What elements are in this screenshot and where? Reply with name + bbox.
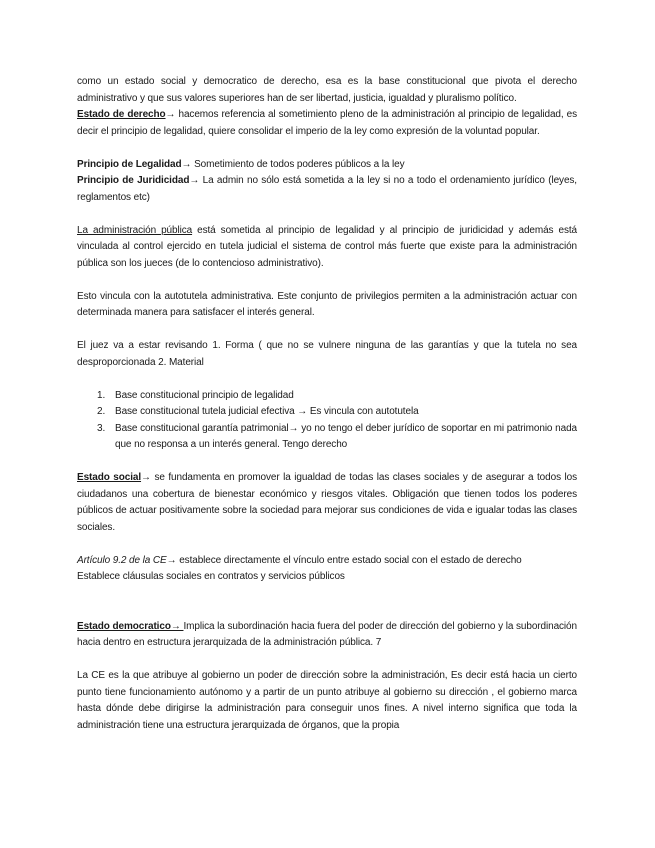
numbered-list — [77, 388, 577, 454]
principio-juridicidad-text: → La admin no sólo está sometida a la ley si no a todo el ordenamiento jurídico (leyes, reglamentos etc) — [77, 175, 577, 203]
ce-gobierno-paragraph: La CE es la que atribuye al gobierno un poder de dirección sobre la administración, Es decir está hacia un cierto punto tiene funcionamiento autónomo y a partir de un punto atribuye al gobierno su dirección , el gobierno marca hasta dónde debe dirigirse la administración para conseguir unos fines. A nivel interno significa que toda la administración tiene una estructura jerarquizada de órganos, que la propia — [77, 670, 577, 731]
estado-democratico-term: Estado democratico→ — [77, 620, 184, 632]
estado-derecho-text: → hacemos referencia al sometimiento pleno de la administración al principio de legalidad, es decir el principio de legalidad, quiere consolidar el imperio de la ley como expresión de la voluntad popular. — [77, 109, 577, 137]
list-item-text: Base constitucional tutela judicial efectiva → Es vincula con autotutela — [115, 406, 419, 417]
articulo-term: Artículo 9.2 de la CE — [77, 554, 167, 566]
estado-social-paragraph — [77, 470, 577, 536]
articulo-paragraph — [77, 553, 577, 570]
list-item — [97, 388, 577, 405]
administracion-publica-term: La administración pública — [77, 224, 193, 236]
estado-derecho-paragraph — [77, 107, 577, 140]
administracion-publica-text: está sometida al principio de legalidad y al principio de juridicidad y además está vinculada al control ejercido en tutela judicial el sistema de control más fuerte que existe para la administración pública son los jueces (de lo contencioso administrativo). — [77, 224, 577, 269]
estado-social-term: Estado social — [77, 472, 142, 483]
articulo-text: → establece directamente el vínculo entre estado social con el estado de derecho — [166, 554, 522, 566]
list-item-number: 3. — [97, 422, 106, 434]
estado-derecho-term: Estado de derecho — [77, 109, 166, 120]
spacer — [77, 206, 577, 223]
intro-paragraph: como un estado social y democratico de derecho, esa es la base constitucional que pivota el derecho administrativo y que sus valores superiores han de ser libertad, justicia, igualdad y pluralismo político. — [77, 76, 577, 104]
list-item-number: 1. — [97, 389, 106, 401]
list-item-number: 2. — [97, 406, 106, 417]
estado-social-text: → se fundamenta en promover la igualdad de todas las clases sociales y de asegurar a todos los ciudadanos una cobertura de bienestar económico y riesgos vitales. Obligación que tienen todos los poderes públicos de actuar positivamente sobre la sociedad para mejorar sus condiciones de vida e igualar todas las clases sociales. — [77, 472, 577, 533]
list-item — [97, 421, 577, 454]
document-page — [77, 74, 577, 734]
principio-juridicidad-term: Principio de Juridicidad — [77, 175, 190, 186]
spacer — [77, 536, 577, 553]
autotutela-paragraph: Esto vincula con la autotutela administrativa. Este conjunto de privilegios permiten a la administración actuar con determinada manera para satisfacer el interés general. — [77, 290, 577, 318]
principio-legalidad-line — [77, 157, 577, 174]
list-item — [97, 404, 577, 421]
administracion-publica-paragraph — [77, 223, 577, 273]
spacer — [77, 140, 577, 157]
estado-democratico-paragraph — [77, 619, 577, 652]
clausulas-line: Establece cláusulas sociales en contratos y servicios públicos — [77, 571, 345, 582]
list-item-text: Base constitucional principio de legalidad — [115, 389, 294, 401]
juez-paragraph: El juez va a estar revisando 1. Forma ( que no se vulnere ninguna de las garantías y que la tutela no sea desproporcionada 2. Material — [77, 340, 577, 368]
spacer — [77, 272, 577, 289]
principio-juridicidad-paragraph — [77, 173, 577, 206]
estado-democratico-text: Implica la subordinación hacia fuera del poder de dirección del gobierno y la subordinación hacia dentro en estructura jerarquizada de la administración pública. 7 — [77, 620, 577, 648]
list-item-text: Base constitucional garantía patrimonial→ yo no tengo el deber jurídico de soportar en mi patrimonio nada que no responsa a un interés general. Tengo derecho — [115, 422, 577, 450]
spacer — [77, 454, 577, 471]
principio-legalidad-term: Principio de Legalidad — [77, 158, 182, 170]
spacer — [77, 322, 577, 339]
spacer — [77, 586, 577, 619]
principio-legalidad-text: → Sometimiento de todos poderes públicos a la ley — [181, 158, 405, 170]
spacer — [77, 652, 577, 669]
spacer — [77, 371, 577, 388]
